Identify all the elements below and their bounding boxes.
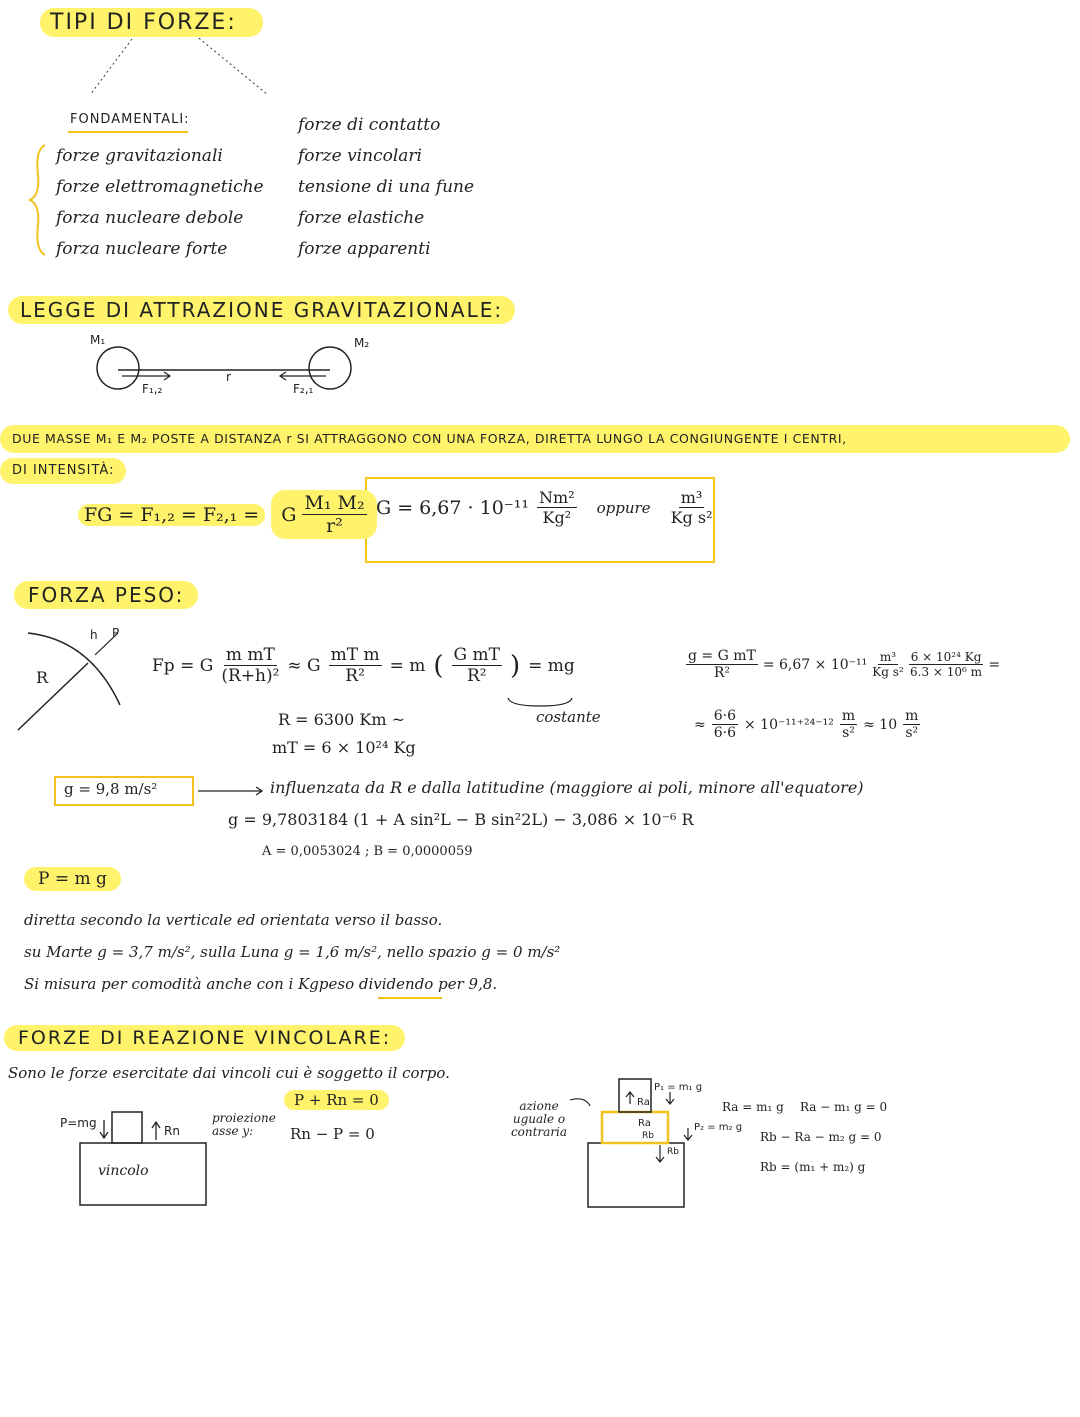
- p2-label: P₂ = m₂ g: [694, 1122, 743, 1133]
- frac-den: (R+h)²: [221, 666, 280, 686]
- frac-den: s²: [842, 725, 855, 741]
- eq-mg: = mg: [528, 655, 575, 676]
- list-item: forza nucleare forte: [56, 239, 228, 259]
- frac-den: s²: [905, 725, 919, 741]
- frac-num: G mT: [453, 645, 500, 665]
- frac-num: m: [905, 708, 919, 724]
- p-vector: P = m g: [24, 867, 121, 891]
- ra-label: Ra: [638, 1118, 651, 1129]
- legge-statement-1: DUE MASSE M₁ E M₂ POSTE A DISTANZA r SI ATTRAGGONO CON UNA FORZA, DIRETTA LUNGO LA CONGIUNGENTE I CENTRI,: [0, 425, 1070, 453]
- p-label-diagram: P=mg: [60, 1116, 97, 1130]
- fondamentali-label: FONDAMENTALI:: [70, 112, 190, 127]
- g-derivation: [686, 648, 1000, 681]
- f12-label: F₁,₂: [142, 382, 163, 396]
- unit-den: Kg s²: [670, 508, 713, 527]
- rb-label-low: Rb: [667, 1147, 679, 1157]
- azione-label: azione uguale o contraria: [510, 1099, 568, 1139]
- gravitation-formula: [78, 490, 377, 539]
- frac-den: R²: [713, 665, 730, 681]
- costante-brace: [508, 698, 572, 706]
- frac-den: R²: [466, 666, 487, 686]
- list-item: forze apparenti: [298, 239, 431, 259]
- costante-label: costante: [536, 708, 601, 726]
- list-item: forza nucleare debole: [56, 208, 244, 228]
- eq-rb-zero: Rb − Ra − m₂ g = 0: [760, 1130, 882, 1144]
- peso-title: FORZA PESO:: [14, 581, 198, 609]
- frac-den: Kg s²: [872, 665, 904, 679]
- r-value: R = 6300 Km ~: [278, 710, 406, 729]
- proiezione-label: proiezione asse y:: [212, 1111, 276, 1138]
- frac-num: m: [841, 708, 856, 724]
- g-latitude-formula: g = 9,7803184 (1 + A sin²L − B sin²2L) − 3,086 × 10⁻⁶ R: [228, 810, 694, 829]
- frac-num: 6 × 10²⁴ Kg: [910, 650, 982, 664]
- list-item: forze gravitazionali: [56, 146, 223, 166]
- g-approx: ≈ $\frac{6\cdot 6}{6\cdot 6}$ × 10⁻¹¹⁺²⁴⁻¹² $\frac{m}{\text{s²}}$ ≈ 10 $\frac{m}{\text{s²}}$: [694, 708, 919, 741]
- block-2: [602, 1112, 668, 1143]
- desc-line: diretta secondo la verticale ed orientata verso il basso.: [24, 911, 443, 929]
- desc-line: dividendo per 9,8.: [358, 975, 498, 993]
- desc-line: su Marte g = 3,7 m/s², sulla Luna g = 1,6 m/s², nello spazio g = 0 m/s²: [24, 943, 561, 961]
- m2-label: M₂: [354, 336, 370, 350]
- eq-m: = m: [389, 655, 426, 676]
- frac-num: m mT: [225, 645, 275, 665]
- fondamentali-list: [56, 141, 264, 265]
- formula-num: M₁ M₂: [304, 492, 365, 514]
- oppure-label: oppure: [596, 498, 651, 517]
- list-item: forze di contatto: [298, 115, 441, 135]
- formula-g: G: [281, 503, 297, 526]
- vincolo-label: vincolo: [98, 1163, 149, 1179]
- eq-ra: Ra = m₁ g: [722, 1100, 784, 1114]
- ab-values: A = 0,0053024 ; B = 0,0000059: [262, 844, 473, 859]
- approx-mid: × 10⁻¹¹⁺²⁴⁻¹²: [744, 716, 834, 733]
- desc-line: Si misura per comodità anche con i: [24, 975, 294, 993]
- ra-label-top: Ra: [637, 1097, 650, 1108]
- unit-num: m³: [680, 488, 703, 507]
- p-label: P: [112, 626, 120, 640]
- g-eq-end: =: [988, 656, 1001, 673]
- list-item: tensione di una fune: [298, 177, 475, 197]
- unit-num: Nm²: [539, 488, 575, 507]
- r-label: r: [226, 370, 231, 384]
- peso-description: [24, 904, 560, 1000]
- frac-num: m³: [879, 650, 897, 664]
- f21-label: F₂,₁: [293, 382, 314, 396]
- peso-formula: Fp = G $\frac{\text{m mT}}{\text{(R+h)²}}$ ≈ G $\frac{\text{mT m}}{\text{R²}}$ = m ( $\frac{\text{G mT}}{\text{R²}}$ ) = mg: [152, 645, 575, 686]
- g-constant-value: G = 6,67 · 10⁻¹¹: [376, 496, 530, 519]
- scalar-equation: Rn − P = 0: [290, 1125, 375, 1143]
- formula-lhs: FG = F₁,₂ = F₂,₁ =: [78, 504, 265, 526]
- h-label: h: [90, 628, 98, 642]
- frac-num: 6·6: [713, 708, 736, 724]
- vincolo-description: Sono le forze esercitate dai vincoli cui è soggetto il corpo.: [8, 1064, 450, 1082]
- rb-label: Rb: [642, 1131, 654, 1141]
- body-block: [112, 1112, 142, 1143]
- p1-label: P₁ = m₁ g: [654, 1082, 703, 1093]
- approx-g: ≈ G: [287, 655, 321, 676]
- contatto-list: [298, 110, 474, 265]
- frac-den: 6.3 × 10⁶ m: [910, 665, 983, 679]
- frac-num: g = G mT: [688, 648, 756, 664]
- frac-num: mT m: [330, 645, 380, 665]
- radius-line: [18, 663, 88, 730]
- frac-den: R²: [345, 666, 365, 686]
- m1-label: M₁: [90, 333, 106, 347]
- tipi-title: TIPI DI FORZE:: [40, 8, 263, 37]
- dashed-branch-left: [90, 35, 135, 95]
- vincolo-title: FORZE DI REAZIONE VINCOLARE:: [4, 1025, 405, 1051]
- legge-title: LEGGE DI ATTRAZIONE GRAVITAZIONALE:: [8, 296, 515, 324]
- list-item: forze vincolari: [298, 146, 422, 166]
- g-rhs: = 6,67 × 10⁻¹¹: [762, 656, 868, 673]
- list-item: forze elettromagnetiche: [56, 177, 264, 197]
- rn-label: Rn: [164, 1124, 180, 1138]
- dashed-branch-right: [195, 35, 268, 95]
- vector-equation: P + Rn = 0: [284, 1090, 389, 1110]
- g-constant: [376, 488, 713, 527]
- brace-icon: [30, 145, 45, 255]
- formula-den: r²: [326, 515, 343, 537]
- mass-1-circle: [97, 347, 139, 389]
- mass-2-circle: [309, 347, 351, 389]
- legge-statement-2: DI INTENSITÀ:: [0, 458, 126, 484]
- g-value: g = 9,8 m/s²: [64, 780, 158, 798]
- eq-rb: Rb = (m₁ + m₂) g: [760, 1160, 866, 1174]
- kgpeso-term: Kgpeso: [298, 975, 355, 993]
- radius-label: R: [36, 668, 49, 687]
- mt-value: mT = 6 × 10²⁴ Kg: [272, 738, 416, 757]
- approx-end: ≈ 10: [863, 716, 898, 733]
- unit-den: Kg²: [542, 508, 572, 527]
- list-item: forze elastiche: [298, 208, 425, 228]
- fp-lhs: Fp = G: [152, 655, 214, 676]
- influenza-text: influenzata da R e dalla latitudine (maggiore ai poli, minore all'equatore): [270, 778, 864, 797]
- frac-den: 6·6: [713, 725, 736, 741]
- eq-ra-zero: Ra − m₁ g = 0: [800, 1100, 888, 1114]
